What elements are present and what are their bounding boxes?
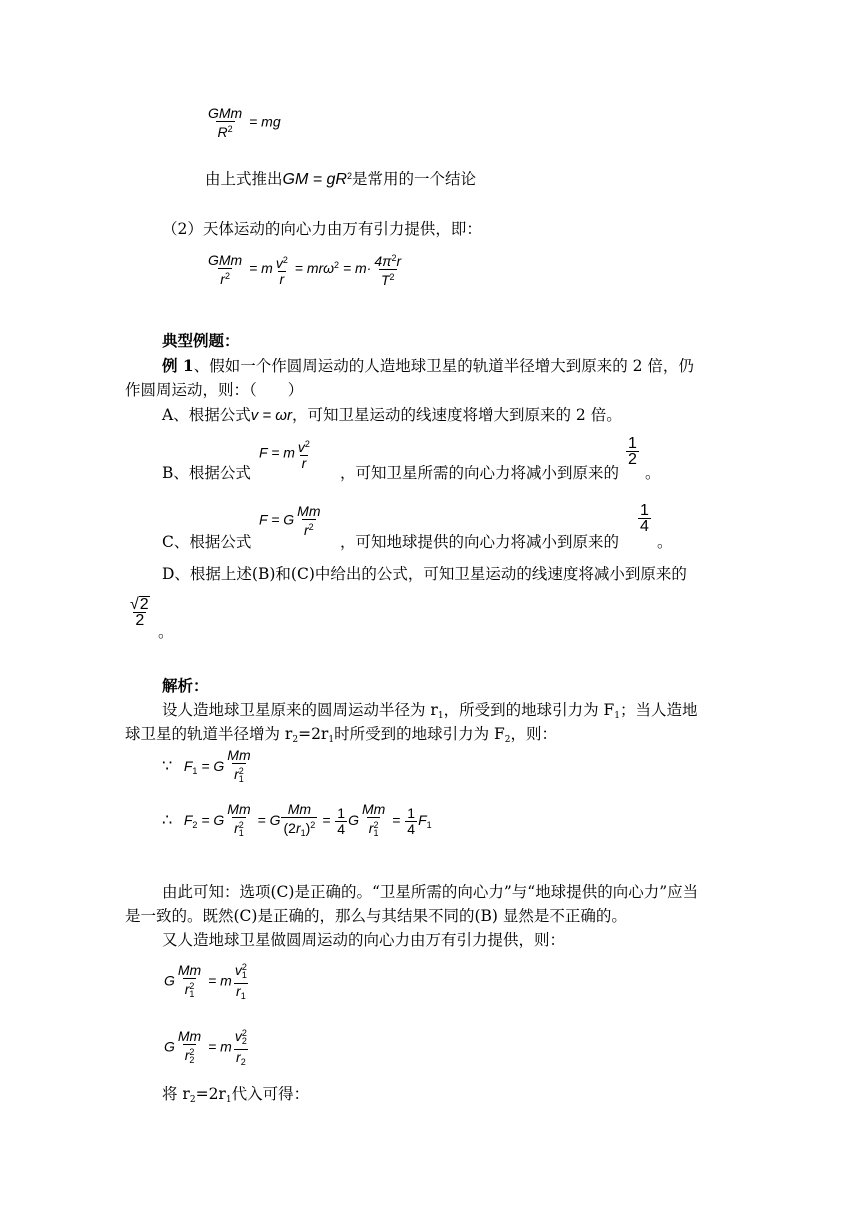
option-d-fraction: $\frac{√2}{2}$ [130, 596, 149, 629]
option-d-end: 。 [158, 623, 174, 641]
derive-line: 由上式推出GM = $gR^2$是常用的一个结论 [205, 170, 477, 188]
heading-analysis: 解析： [162, 676, 209, 695]
option-d-text: D、根据上述(B)和(C)中给出的公式，可知卫星运动的线速度将减小到原来的 [162, 565, 687, 583]
option-a: A、根据公式v = ωr，可知卫星运动的线速度将增大到原来的 2 倍。 [162, 406, 622, 424]
equation-because: ∵ $F_1 = G$ $\frac{Mm}{r_1^2}$ [162, 748, 254, 787]
analysis-line-1: 设人造地球卫星原来的圆周运动半径为 $r_1$，所受到的地球引力为 $F_1$；当人造地 [162, 701, 698, 721]
equation-orbit-1: G $\frac{Mm}{r_1^2}$ = m $\frac{v_1^2}{r_1}$ [164, 960, 250, 1004]
option-c-fraction: $\frac{1}{4}$ [640, 502, 649, 535]
equation-therefore: ∴ $F_2 = G$ $\frac{Mm}{r_1^2}$ = G $\frac{Mm}{(2r_1)^2}$ = $\frac{1}{4}$ G $\frac{Mm}{r_1^2}$ = $\frac{1}{4}$ $F_1$ [162, 802, 432, 841]
option-b-end: 。 [645, 464, 661, 482]
option-b-fraction: $\frac{1}{2}$ [628, 435, 637, 468]
option-b-text: B、根据公式 [162, 464, 251, 482]
option-c-suffix: ，可知地球提供的向心力将减小到原来的 [340, 533, 620, 551]
option-b-suffix: ，可知卫星所需的向心力将减小到原来的 [340, 464, 620, 482]
option-b-formula: F = m $\frac{v^2}{r}$ [259, 439, 310, 471]
option-c-formula: F = G $\frac{Mm}{r^2}$ [259, 503, 321, 538]
example-1-line-1: 例 1、假如一个作圆周运动的人造地球卫星的轨道半径增大到原来的 2 倍，仍 [162, 356, 694, 375]
equation-centripetal: $\frac{\text{GMm}}{r^2}$ = m $\frac{v^2}{r}$ = mrω$^2$ = m· $\frac{4\pi^2r}{T^2}$ [208, 251, 402, 288]
equation-orbit-2: G $\frac{Mm}{r_2^2}$ = m $\frac{v_2^2}{r_2}$ [164, 1026, 250, 1070]
centripetal-statement: （2）天体运动的向心力由万有引力提供，即： [162, 220, 482, 238]
analysis-line-2: 球卫星的轨道半径增为 $r_2=2r_1$时所受到的地球引力为 $F_2$，则： [125, 725, 558, 745]
analysis-line-5: 又人造地球卫星做圆周运动的向心力由万有引力提供，则： [162, 931, 566, 949]
equation-surface-gravity: $\frac{\text{GMm}}{R^2}$ = mg [208, 105, 281, 140]
analysis-line-6: 将 $r_2=2r_1$代入可得： [162, 1085, 310, 1105]
heading-examples: 典型例题： [162, 331, 240, 350]
analysis-line-4: 是一致的。既然(C)是正确的，那么与其结果不同的(B) 显然是不正确的。 [125, 907, 627, 925]
option-c-end: 。 [657, 533, 673, 551]
example-1-line-2: 作圆周运动，则：（ ） [125, 381, 304, 399]
option-c-text: C、根据公式 [162, 533, 252, 551]
analysis-line-3: 由此可知：选项(C)是正确的。“卫星所需的向心力”与“地球提供的向心力”应当 [162, 883, 699, 901]
